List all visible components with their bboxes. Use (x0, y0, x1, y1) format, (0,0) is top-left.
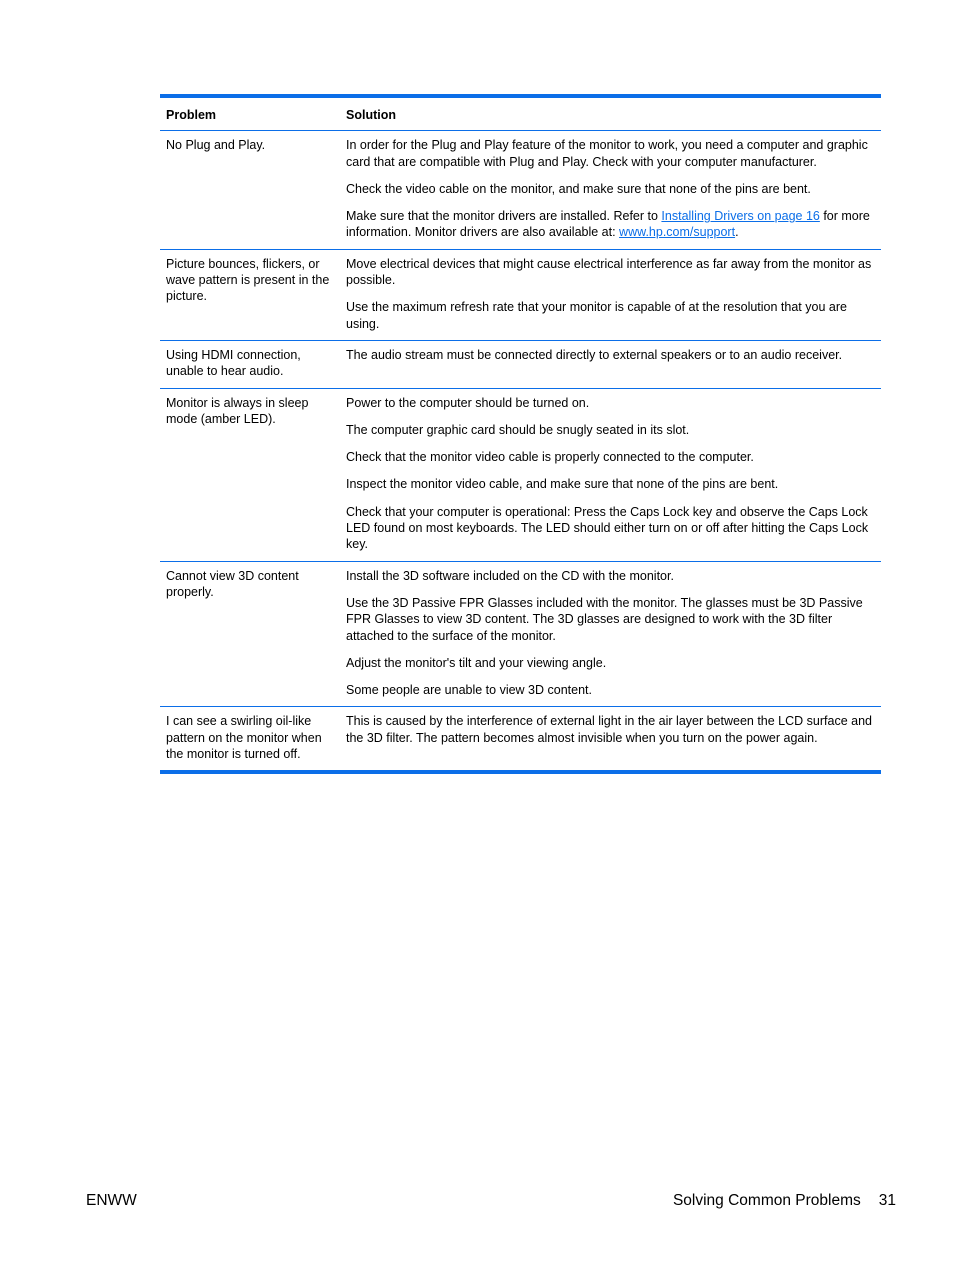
table-row (160, 249, 881, 340)
problem-cell: I can see a swirling oil-like pattern on the monitor when the monitor is turned off. (166, 714, 322, 762)
solution-text: Some people are unable to view 3D content. (346, 683, 592, 698)
solution-text: Use the 3D Passive FPR Glasses included with the monitor. The glasses must be 3D Passive FPR Glasses to view 3D content. The 3D glasses are designed to work with the 3D filter attached to the surface of the monitor. (346, 595, 863, 643)
solution-cell (340, 388, 881, 561)
table-row (160, 561, 881, 707)
table-row (160, 340, 881, 388)
solution-text: Adjust the monitor's tilt and your viewing angle. (346, 655, 607, 670)
page-number: 31 (878, 1192, 896, 1209)
solution-text: Check that your computer is operational: Press the Caps Lock key and observe the Caps Lock LED found on most keyboards. The LED should either turn on or off after hitting the Caps Lock key. (346, 504, 869, 552)
solution-text: Inspect the monitor video cable, and make sure that none of the pins are bent. (346, 477, 779, 492)
solution-text: In order for the Plug and Play feature of the monitor to work, you need a computer and graphic card that are compatible with Plug and Play. Check with your computer manufacturer. (346, 138, 868, 169)
table-row (160, 388, 881, 561)
solution-column-header: Solution (340, 98, 881, 131)
table-row (160, 131, 881, 249)
solution-text: Check the video cable on the monitor, and make sure that none of the pins are bent. (346, 181, 811, 196)
problem-cell: Monitor is always in sleep mode (amber LED). (160, 388, 340, 561)
drivers-note (346, 208, 875, 241)
solution-cell (340, 561, 881, 707)
problem-column-header: Problem (160, 98, 340, 131)
drivers-note-text: Make sure that the monitor drivers are installed. Refer to (346, 209, 662, 224)
table-header-row (160, 98, 881, 131)
installing-drivers-link[interactable]: Installing Drivers on page 16 (661, 209, 820, 224)
table-row (160, 707, 881, 770)
problem-cell: Cannot view 3D content properly. (160, 561, 340, 707)
solution-cell (340, 340, 881, 388)
solution-text: The audio stream must be connected directly to external speakers or to an audio receiver. (346, 347, 843, 362)
solution-cell (340, 249, 881, 340)
solution-text: This is caused by the interference of external light in the air layer between the LCD surface and the 3D filter. The pattern becomes almost invisible when you turn on the power again. (346, 714, 872, 745)
solution-text: Power to the computer should be turned on. (346, 395, 590, 410)
footer-section (673, 1192, 896, 1210)
footer-section-title: Solving Common Problems (672, 1192, 861, 1209)
problem-cell: Using HDMI connection, unable to hear audio. (160, 340, 340, 388)
troubleshooting-table (160, 98, 881, 770)
drivers-note-text: . (735, 225, 739, 240)
problem-cell: No Plug and Play. (160, 131, 340, 249)
solution-cell (340, 131, 881, 249)
solution-cell (340, 707, 881, 770)
solution-text: The computer graphic card should be snugly seated in its slot. (346, 422, 690, 437)
solution-text: Check that the monitor video cable is properly connected to the computer. (346, 450, 754, 465)
problem-cell: Picture bounces, flickers, or wave pattern is present in the picture. (160, 249, 340, 340)
troubleshooting-table-container (160, 94, 881, 774)
solution-text: Install the 3D software included on the CD with the monitor. (346, 568, 674, 583)
hp-support-link[interactable]: www.hp.com/support (619, 225, 736, 240)
drivers-note-text: for more information. Monitor drivers are also available at: (346, 209, 870, 240)
solution-text: Use the maximum refresh rate that your monitor is capable of at the resolution that you are using. (346, 300, 847, 331)
footer-doc-code: ENWW (86, 1192, 137, 1209)
solution-text: Move electrical devices that might cause electrical interference as far away from the monitor as possible. (346, 256, 872, 288)
